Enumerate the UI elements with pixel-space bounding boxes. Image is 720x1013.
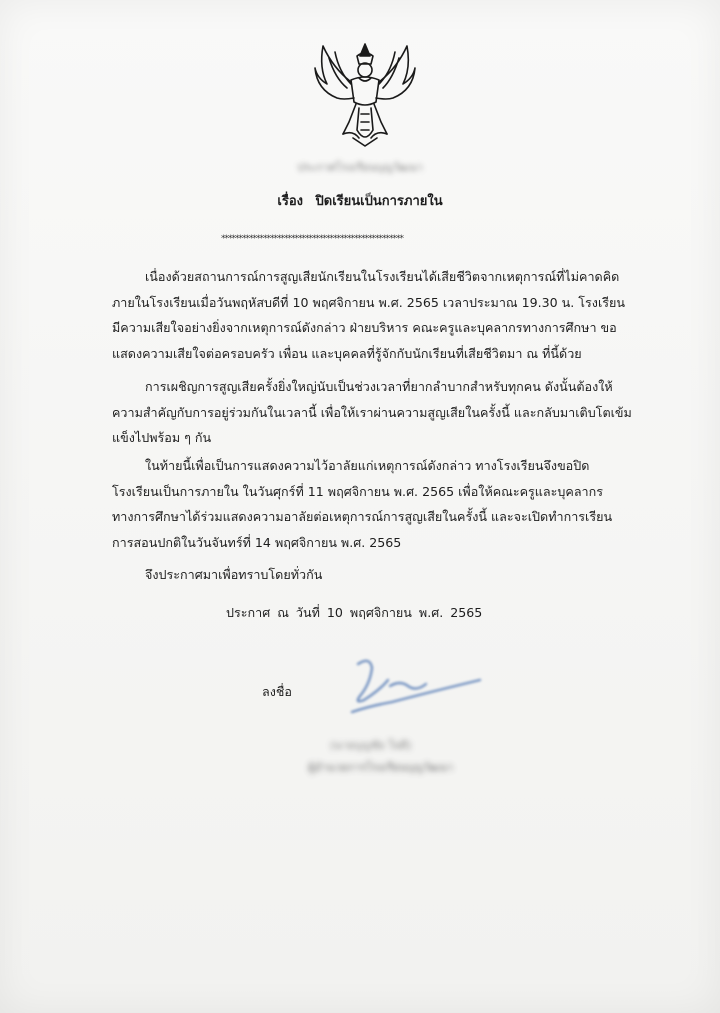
- garuda-emblem-icon: [313, 38, 417, 148]
- signer-name: (นายบุญชัย ใจดี): [330, 739, 412, 752]
- separator-line: ****************************************************: [221, 234, 403, 244]
- sign-label: ลงชื่อ: [262, 684, 292, 699]
- signature-mark: [330, 650, 500, 730]
- paragraph-1: เนื่องด้วยสถานการณ์การสูญเสียนักเรียนในโรงเรียนได้เสียชีวิตจากเหตุการณ์ที่ไม่คาดคิดภายในโรงเรียนเมื่อวันพฤหัสบดีที่ 10 พฤศจิกายน พ.ศ. 2565 เวลาประมาณ 19.30 น. โรงเรียนมีความเสียใจอย่างยิ่งจากเหตุการณ์ดังกล่าว ฝ่ายบริหาร คณะครูและบุคลากรทางการศึกษา ขอแสดงความเสียใจต่อครอบครัว เพื่อน และบุคคลที่รู้จักกับนักเรียนที่เสียชีวิตมา ณ ที่นี้ด้วย: [112, 269, 626, 361]
- closing-line: จึงประกาศมาเพื่อทราบโดยทั่วกัน: [145, 567, 323, 582]
- paragraph-3: ในท้ายนี้เพื่อเป็นการแสดงความไว้อาลัยแก่เหตุการณ์ดังกล่าว ทางโรงเรียนจึงขอปิดโรงเรียนเป็นการภายใน ในวันศุกร์ที่ 11 พฤศจิกายน พ.ศ. 2565 เพื่อให้คณะครูและบุคลากรทางการศึกษาได้ร่วมแสดงความอาลัยต่อเหตุการณ์การสูญเสียในครั้งนี้ และจะเปิดทำการเรียนการสอนปกติในวันจันทร์ที่ 14 พฤศจิกายน พ.ศ. 2565: [112, 458, 613, 550]
- subject-text: ปิดเรียนเป็นการภายใน: [315, 194, 443, 209]
- issuer-name: ประกาศโรงเรียนบุญวัฒนา: [297, 161, 423, 174]
- paragraph-2: การเผชิญการสูญเสียครั้งยิ่งใหญ่นับเป็นช่วงเวลาที่ยากลำบากสำหรับทุกคน ดังนั้นต้องให้ความสำคัญกับการอยู่ร่วมกันในเวลานี้ เพื่อให้เราผ่านความสูญเสียในครั้งนี้ และกลับมาเติบโตเข้มแข็งไปพร้อม ๆ กัน: [112, 379, 632, 445]
- dateline: ประกาศ ณ วันที่ 10 พฤศจิกายน พ.ศ. 2565: [226, 605, 483, 620]
- subject-label: เรื่อง: [277, 194, 303, 209]
- signer-title: ผู้อำนวยการโรงเรียนบุญวัฒนา: [308, 761, 454, 774]
- subject-line: [260, 190, 460, 211]
